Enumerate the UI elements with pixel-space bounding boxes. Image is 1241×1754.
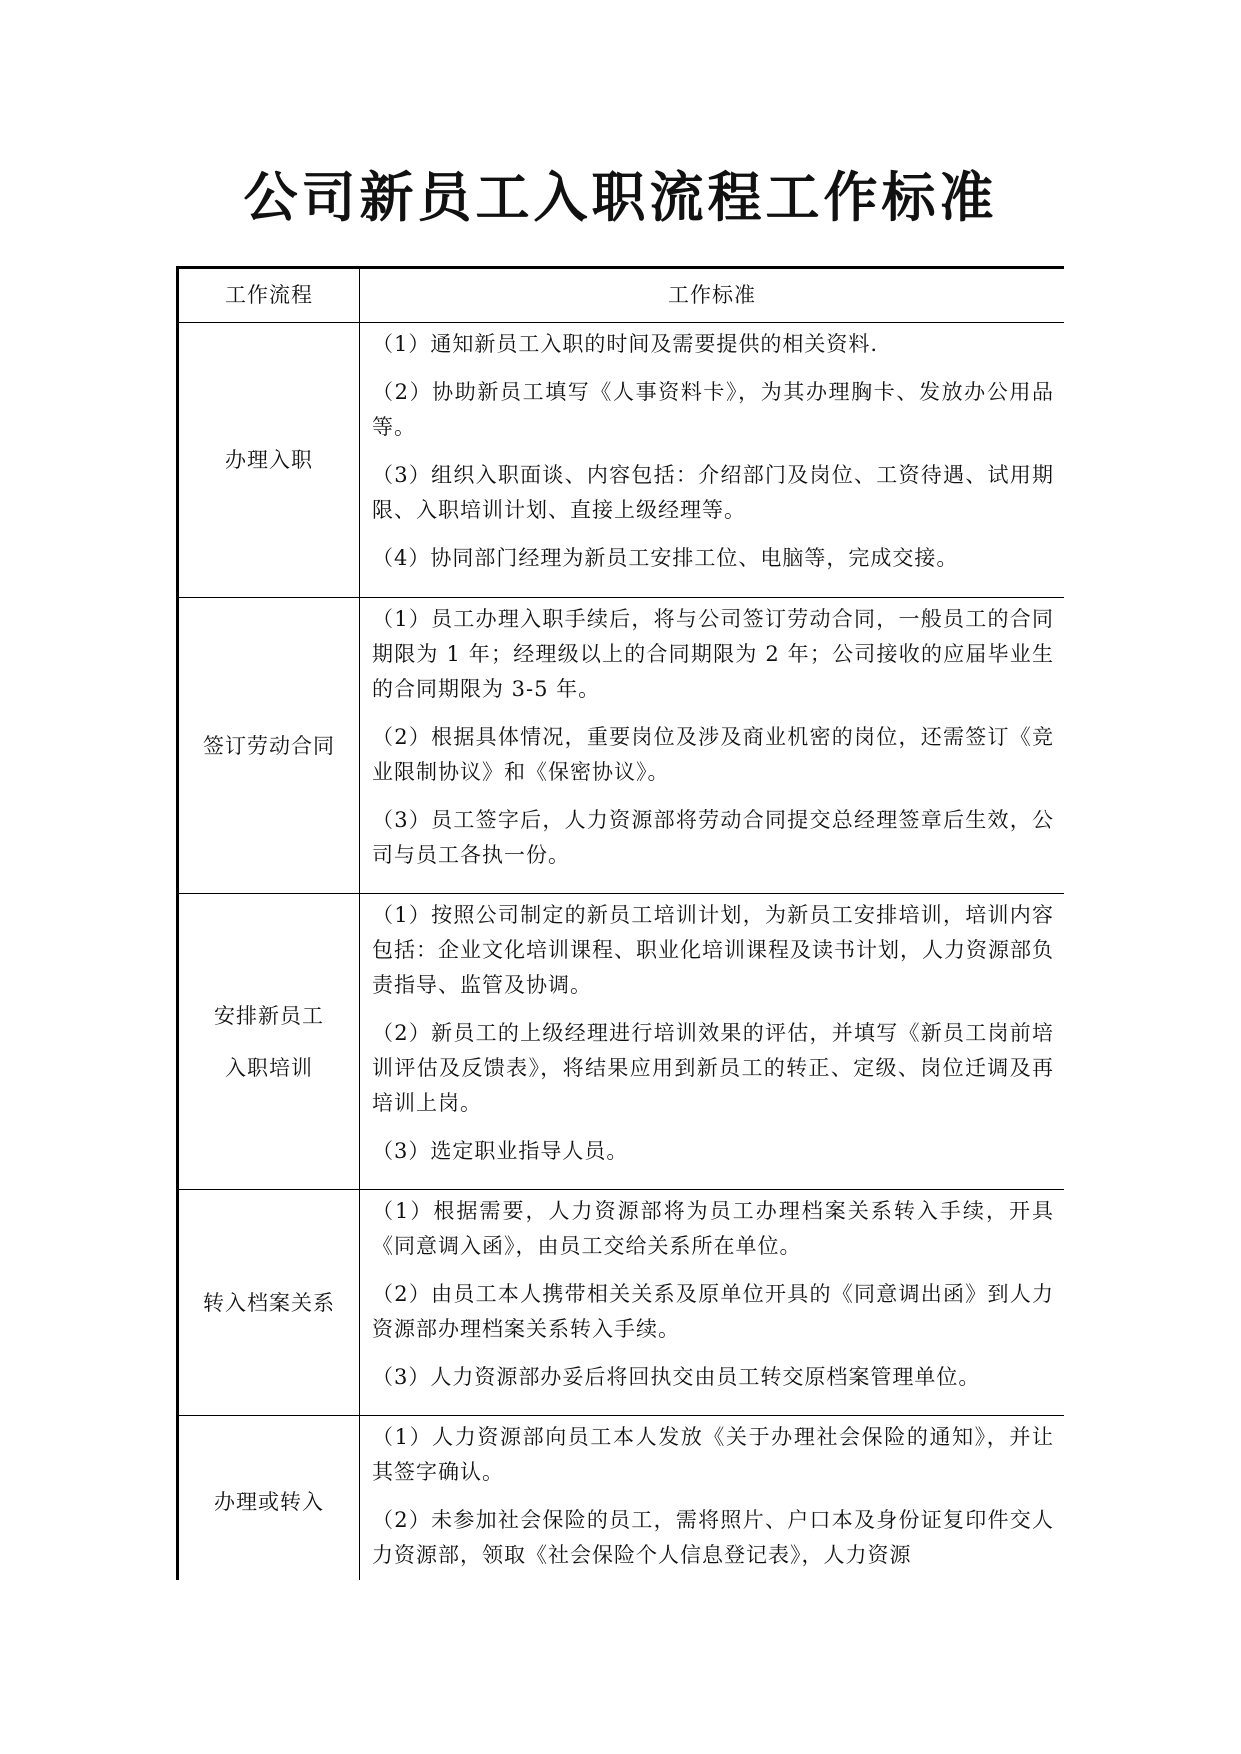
- standard-item: （2）协助新员工填写《人事资料卡》，为其办理胸卡、发放办公用品等。: [372, 380, 1054, 439]
- process-step-label: 办理或转入: [214, 1490, 324, 1514]
- standard-item: （3）人力资源部办妥后将回执交由员工转交原档案管理单位。: [372, 1365, 981, 1389]
- onboarding-standards-table: [176, 266, 1064, 1580]
- process-step-label: 签订劳动合同: [203, 733, 335, 758]
- standard-cell: [360, 1190, 1065, 1416]
- process-step-label: 安排新员工: [214, 1003, 324, 1028]
- header-work-standard: 工作标准: [360, 268, 1065, 323]
- standard-cell: [360, 894, 1065, 1190]
- standard-cell: [360, 1416, 1065, 1581]
- table-row: [178, 894, 1065, 1190]
- table-row: [178, 323, 1065, 598]
- onboarding-table-container: [176, 266, 1064, 1580]
- standard-item: （3）组织入职面谈、内容包括：介绍部门及岗位、工资待遇、试用期限、入职培训计划、直接上级经理等。: [372, 463, 1054, 522]
- process-step-cell: [178, 894, 360, 1190]
- table-row: [178, 598, 1065, 894]
- process-step-label: 入职培训: [225, 1055, 313, 1080]
- process-step-label: 转入档案关系: [203, 1290, 335, 1315]
- standard-item: （4）协同部门经理为新员工安排工位、电脑等，完成交接。: [372, 546, 959, 570]
- standard-item: （1）根据需要，人力资源部将为员工办理档案关系转入手续，开具《同意调入函》，由员工交给关系所在单位。: [372, 1199, 1054, 1258]
- table-header-row: [178, 268, 1065, 323]
- standard-item: （2）根据具体情况，重要岗位及涉及商业机密的岗位，还需签订《竞业限制协议》和《保密协议》。: [372, 725, 1054, 784]
- page-title: 公司新员工入职流程工作标准: [243, 166, 998, 229]
- table-row: [178, 1190, 1065, 1416]
- process-step-cell: [178, 1416, 360, 1581]
- standard-item: （3）员工签字后，人力资源部将劳动合同提交总经理签章后生效，公司与员工各执一份。: [372, 808, 1054, 867]
- process-step-label: 办理入职: [225, 448, 313, 472]
- process-step-cell: [178, 598, 360, 894]
- standard-item: （1）员工办理入职手续后，将与公司签订劳动合同，一般员工的合同期限为 1 年；经理级以上的合同期限为 2 年；公司接收的应届毕业生的合同期限为 3-5 年。: [372, 607, 1054, 701]
- header-work-process: 工作流程: [178, 268, 360, 323]
- standard-cell: [360, 598, 1065, 894]
- standard-item: （2）由员工本人携带相关关系及原单位开具的《同意调出函》到人力资源部办理档案关系转入手续。: [372, 1282, 1054, 1341]
- standard-item: （1）人力资源部向员工本人发放《关于办理社会保险的通知》，并让其签字确认。: [372, 1425, 1054, 1484]
- standard-item: （1）按照公司制定的新员工培训计划，为新员工安排培训，培训内容包括：企业文化培训课程、职业化培训课程及读书计划，人力资源部负责指导、监管及协调。: [372, 903, 1054, 997]
- standard-item: （2）未参加社会保险的员工，需将照片、户口本及身份证复印件交人力资源部，领取《社会保险个人信息登记表》，人力资源: [372, 1508, 1054, 1567]
- process-step-cell: [178, 1190, 360, 1416]
- standard-item: （3）选定职业指导人员。: [372, 1139, 629, 1163]
- table-row: [178, 1416, 1065, 1581]
- standard-cell: [360, 323, 1065, 598]
- standard-item: （2）新员工的上级经理进行培训效果的评估，并填写《新员工岗前培训评估及反馈表》，将结果应用到新员工的转正、定级、岗位迁调及再培训上岗。: [372, 1021, 1054, 1115]
- process-step-cell: [178, 323, 360, 598]
- standard-item: （1）通知新员工入职的时间及需要提供的相关资料.: [372, 332, 879, 356]
